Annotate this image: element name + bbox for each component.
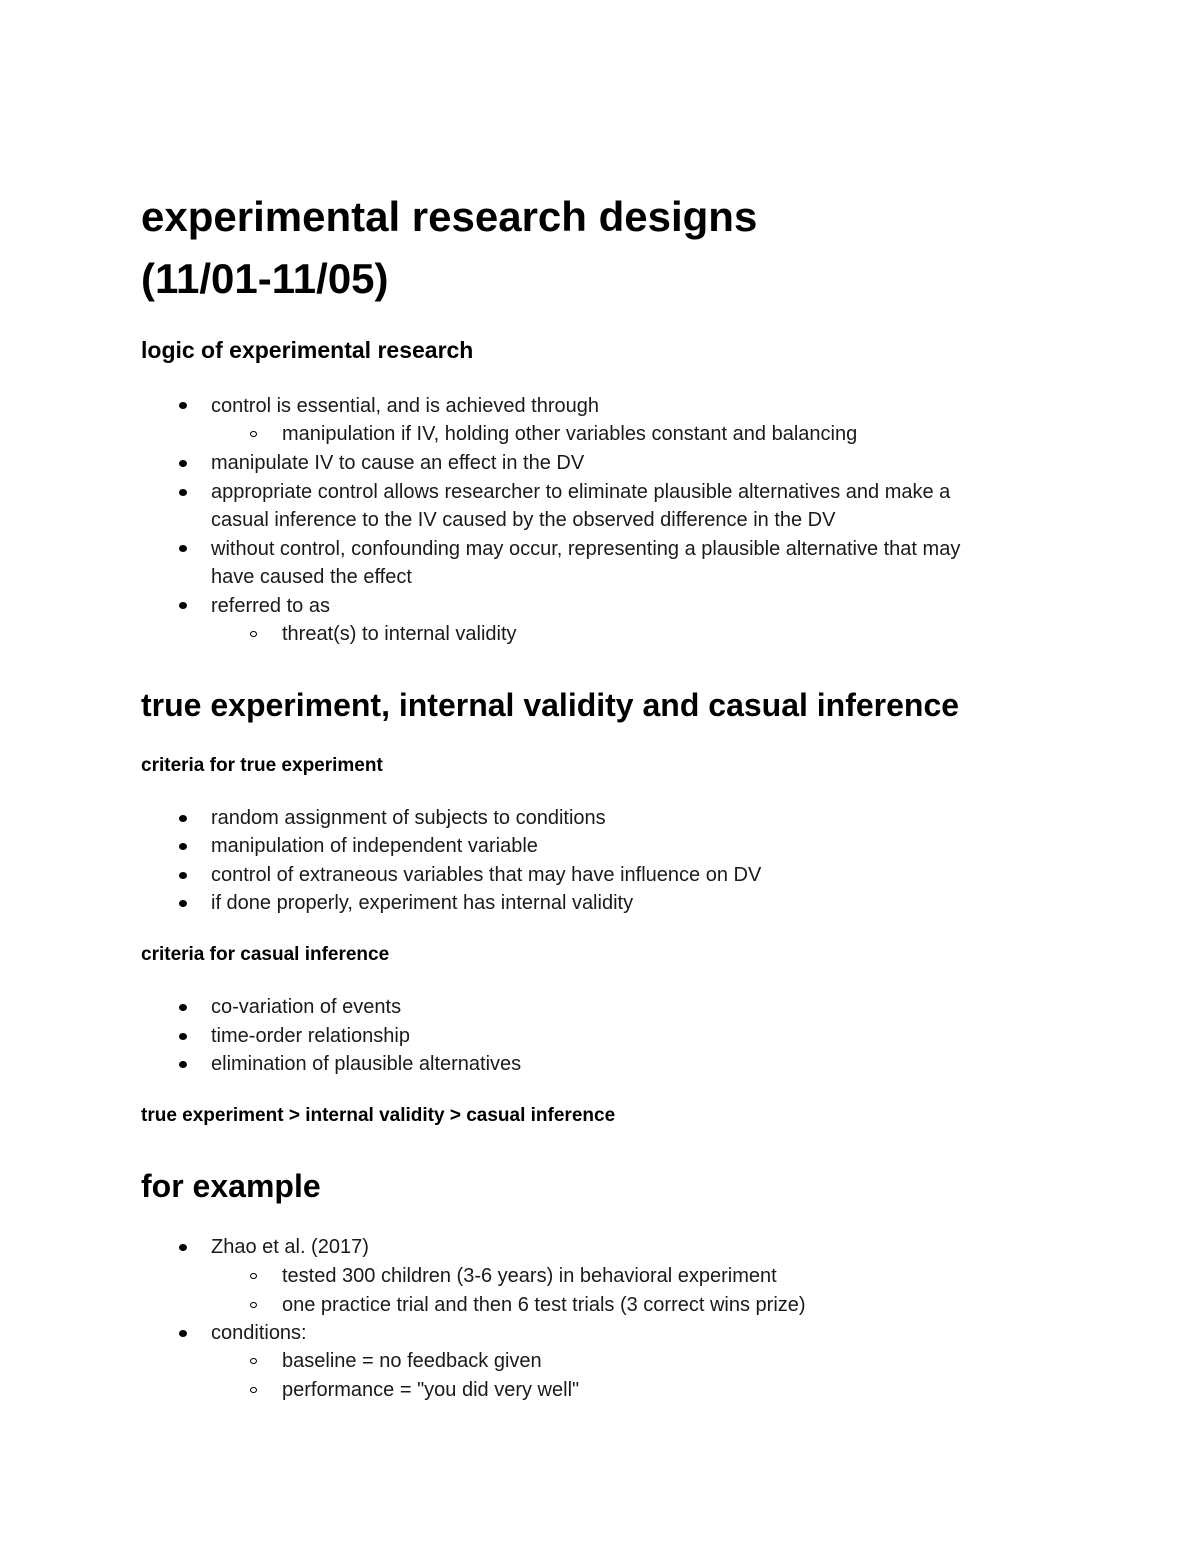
subheading-criteria-casual-inference: criteria for casual inference	[141, 944, 390, 965]
bullet-icon	[179, 1330, 187, 1337]
sub-list-item: baseline = no feedback given	[282, 1350, 542, 1372]
list-item: conditions:	[211, 1322, 307, 1344]
sub-bullet-icon	[250, 1387, 257, 1393]
sub-bullet-icon	[250, 631, 257, 637]
bullet-icon	[179, 815, 187, 822]
sub-list-item: performance = "you did very well"	[282, 1379, 580, 1401]
list-item-continuation: casual inference to the IV caused by the observed difference in the DV	[211, 509, 836, 531]
list-item: manipulate IV to cause an effect in the DV	[211, 452, 585, 474]
sub-list-item: threat(s) to internal validity	[282, 623, 517, 645]
bullet-icon	[179, 545, 187, 552]
sub-list-item: tested 300 children (3-6 years) in behavioral experiment	[282, 1265, 777, 1287]
sub-list-item: manipulation if IV, holding other variables constant and balancing	[282, 423, 858, 445]
list-item: co-variation of events	[211, 996, 402, 1018]
sub-bullet-icon	[250, 1358, 257, 1364]
list-item: Zhao et al. (2017)	[211, 1236, 369, 1258]
list-item: time-order relationship	[211, 1025, 410, 1047]
bullet-icon	[179, 900, 187, 907]
bullet-icon	[179, 1033, 187, 1040]
bullet-icon	[179, 872, 187, 879]
bullet-icon	[179, 602, 187, 609]
list-item: appropriate control allows researcher to eliminate plausible alternatives and make a	[211, 481, 951, 503]
list-item: control is essential, and is achieved through	[211, 395, 600, 417]
bullet-icon	[179, 1244, 187, 1251]
page-title-line-1: experimental research designs	[141, 193, 758, 240]
summary-line: true experiment > internal validity > casual inference	[141, 1105, 616, 1126]
list-item: referred to as	[211, 595, 330, 617]
list-item: manipulation of independent variable	[211, 835, 538, 857]
subheading-criteria-true-experiment: criteria for true experiment	[141, 755, 383, 776]
sub-list-item: one practice trial and then 6 test trials (3 correct wins prize)	[282, 1294, 806, 1316]
sub-bullet-icon	[250, 431, 257, 437]
bullet-icon	[179, 1061, 187, 1068]
bullet-icon	[179, 843, 187, 850]
section-heading-example: for example	[141, 1168, 321, 1204]
bullet-icon	[179, 489, 187, 496]
sub-bullet-icon	[250, 1302, 257, 1308]
list-item: if done properly, experiment has internal validity	[211, 892, 634, 914]
list-item-continuation: have caused the effect	[211, 566, 412, 588]
page-title-line-2: (11/01-11/05)	[141, 255, 389, 302]
bullet-icon	[179, 460, 187, 467]
list-item: random assignment of subjects to conditions	[211, 807, 606, 829]
bullet-icon	[179, 1004, 187, 1011]
sub-bullet-icon	[250, 1273, 257, 1279]
section-heading-logic: logic of experimental research	[141, 337, 474, 363]
bullet-icon	[179, 402, 187, 409]
section-heading-true-experiment: true experiment, internal validity and casual inference	[141, 687, 960, 723]
list-item: without control, confounding may occur, representing a plausible alternative that may	[211, 538, 961, 560]
list-item: elimination of plausible alternatives	[211, 1053, 522, 1075]
list-item: control of extraneous variables that may have influence on DV	[211, 864, 762, 886]
